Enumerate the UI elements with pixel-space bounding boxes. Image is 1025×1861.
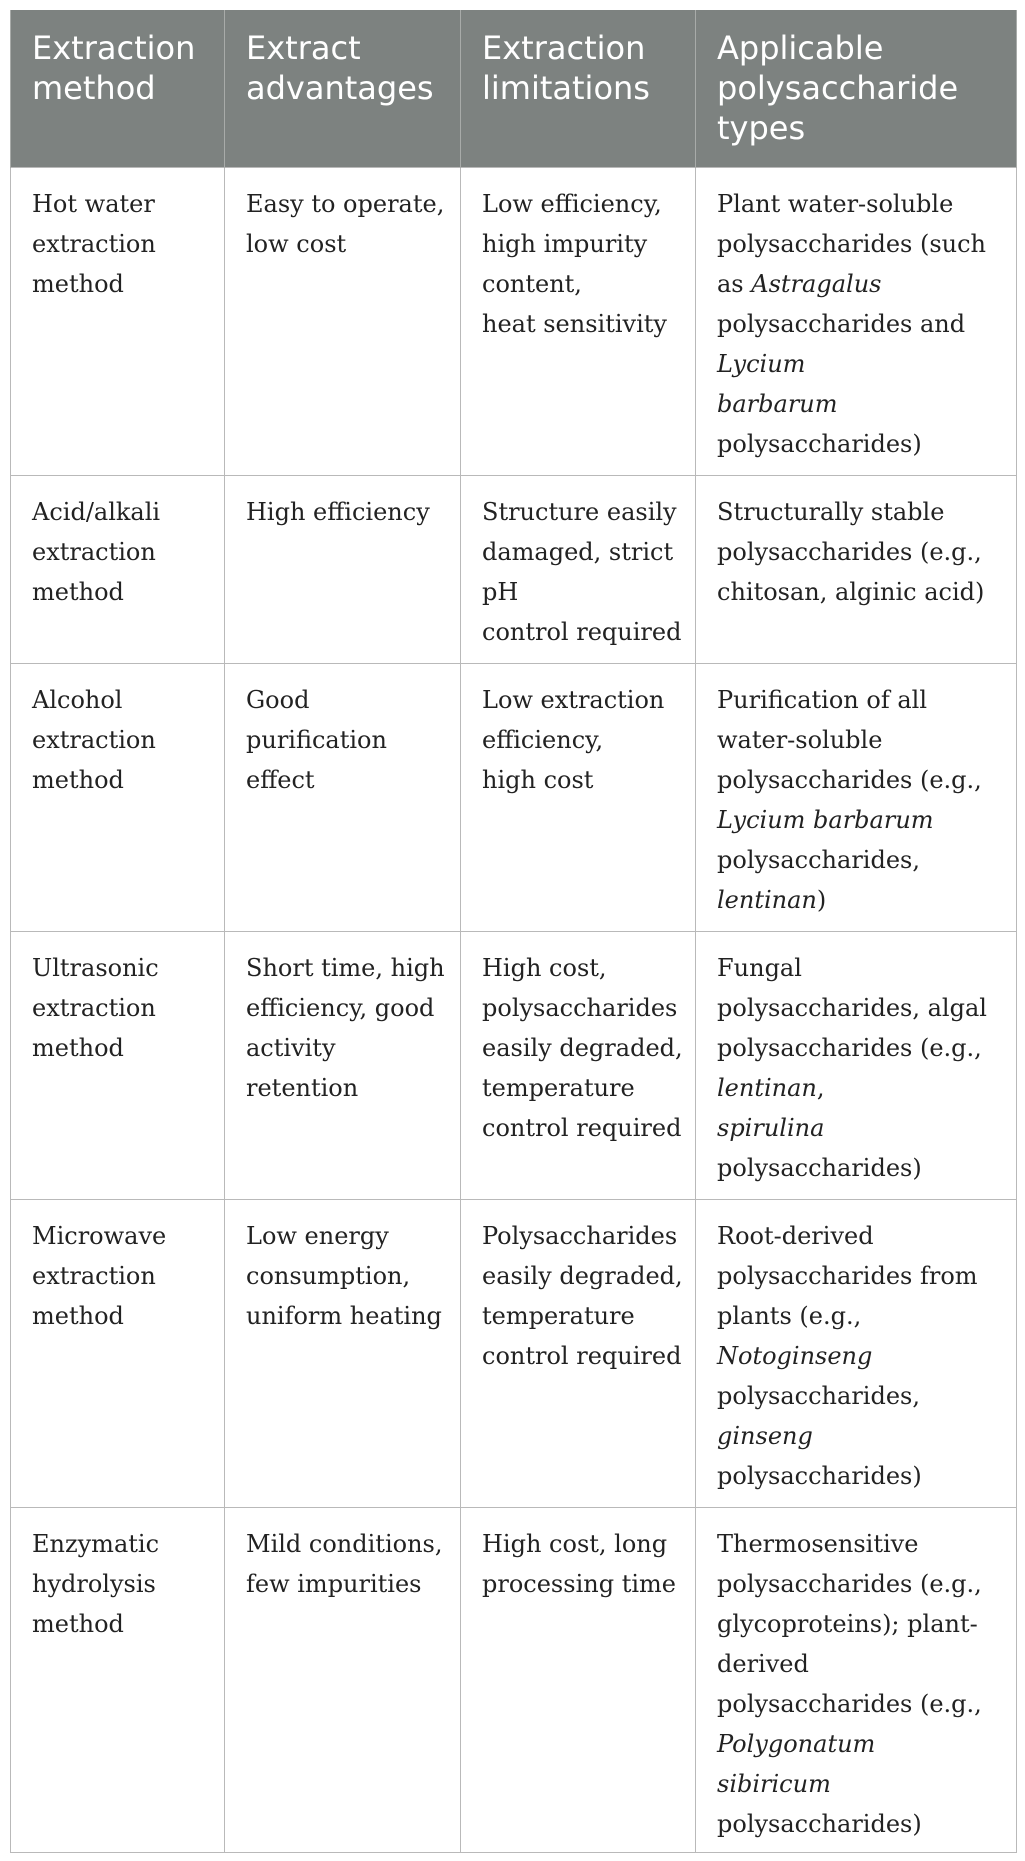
species-name: sibiricum xyxy=(717,1769,831,1798)
cell-line: plants (e.g., xyxy=(717,1301,862,1330)
cell-line: Ultrasonic xyxy=(32,953,159,982)
cell-line: Hot water xyxy=(32,189,155,218)
table-row xyxy=(11,931,1017,1199)
species-name: Lycium xyxy=(717,349,806,378)
table-row xyxy=(11,475,1017,663)
species-name: Lycium barbarum xyxy=(717,805,934,834)
cell-line: chitosan, alginic acid) xyxy=(717,577,985,606)
method-cell xyxy=(11,1199,225,1507)
cell-line: efficiency, xyxy=(482,725,604,754)
cell-text: , xyxy=(816,1073,825,1102)
method-cell xyxy=(11,1507,225,1852)
limitations-cell xyxy=(461,663,696,931)
header-extraction-limitations xyxy=(461,10,696,167)
cell-line: Mild conditions, xyxy=(246,1529,443,1558)
cell-line: Structurally stable xyxy=(717,497,945,526)
cell-line: few impurities xyxy=(246,1569,422,1598)
method-cell xyxy=(11,663,225,931)
types-cell xyxy=(696,931,1017,1199)
cell-line: consumption, xyxy=(246,1261,411,1290)
cell-line: Thermosensitive xyxy=(717,1529,919,1558)
limitations-cell xyxy=(461,1199,696,1507)
cell-line: polysaccharides (e.g., xyxy=(717,1033,982,1062)
species-name: Astragalus xyxy=(751,269,882,298)
cell-line: Fungal xyxy=(717,953,802,982)
cell-line: easily degraded, xyxy=(482,1033,683,1062)
header-applicable-types xyxy=(696,10,1017,167)
cell-line: Polysaccharides xyxy=(482,1221,678,1250)
cell-line: polysaccharides (such xyxy=(717,229,987,258)
cell-line: temperature xyxy=(482,1301,635,1330)
cell-line: polysaccharides (e.g., xyxy=(717,765,982,794)
species-name: lentinan xyxy=(717,885,817,914)
cell-line: Good xyxy=(246,685,310,714)
advantages-cell xyxy=(225,931,461,1199)
cell-line: polysaccharides, algal xyxy=(717,993,987,1022)
advantages-cell xyxy=(225,167,461,475)
cell-line: extraction xyxy=(32,1261,156,1290)
table-row xyxy=(11,663,1017,931)
cell-line: content, xyxy=(482,269,582,298)
header-text: polysaccharide xyxy=(717,69,959,107)
cell-line: method xyxy=(32,1301,124,1330)
cell-line: easily degraded, xyxy=(482,1261,683,1290)
cell-line xyxy=(717,880,1002,920)
advantages-cell xyxy=(225,663,461,931)
advantages-cell xyxy=(225,1199,461,1507)
header-text: Extract xyxy=(246,29,361,67)
cell-line: efficiency, good xyxy=(246,993,435,1022)
method-cell xyxy=(11,931,225,1199)
cell-line: polysaccharides (e.g., xyxy=(717,1689,982,1718)
species-name: Notoginseng xyxy=(717,1341,873,1370)
cell-line: water-soluble xyxy=(717,725,883,754)
advantages-cell xyxy=(225,475,461,663)
table-row xyxy=(11,1199,1017,1507)
extraction-methods-table xyxy=(10,10,1017,1853)
cell-line xyxy=(717,264,1002,304)
table-header xyxy=(11,10,1017,167)
types-cell xyxy=(696,1199,1017,1507)
cell-line xyxy=(717,1068,1002,1108)
cell-line: Purification of all xyxy=(717,685,927,714)
types-cell xyxy=(696,167,1017,475)
table-row xyxy=(11,1507,1017,1852)
cell-line: glycoproteins); plant- xyxy=(717,1609,978,1638)
cell-line: Plant water-soluble xyxy=(717,189,954,218)
cell-line: polysaccharides) xyxy=(717,429,922,458)
types-cell xyxy=(696,475,1017,663)
cell-line: purification xyxy=(246,725,387,754)
species-name: lentinan xyxy=(717,1073,817,1102)
method-cell xyxy=(11,167,225,475)
cell-line: polysaccharides) xyxy=(717,1461,922,1490)
cell-line: heat sensitivity xyxy=(482,309,667,338)
cell-line: low cost xyxy=(246,229,347,258)
species-name: Polygonatum xyxy=(717,1729,876,1758)
species-name: barbarum xyxy=(717,389,838,418)
cell-line: polysaccharides (e.g., xyxy=(717,1569,982,1598)
table-row xyxy=(11,167,1017,475)
cell-line: polysaccharides, xyxy=(717,1381,920,1410)
cell-line: method xyxy=(32,765,124,794)
cell-line: control required xyxy=(482,617,682,646)
header-text: limitations xyxy=(482,69,650,107)
cell-line: Easy to operate, xyxy=(246,189,445,218)
cell-line: extraction xyxy=(32,229,156,258)
cell-line: Root-derived xyxy=(717,1221,874,1250)
header-row xyxy=(11,10,1017,167)
cell-line: uniform heating xyxy=(246,1301,442,1330)
cell-line: polysaccharides) xyxy=(717,1809,922,1838)
cell-text: as xyxy=(717,269,752,298)
cell-line: method xyxy=(32,1609,124,1638)
cell-line: Alcohol xyxy=(32,685,123,714)
cell-line: Structure easily xyxy=(482,497,677,526)
species-name: ginseng xyxy=(717,1421,813,1450)
species-name: spirulina xyxy=(717,1113,825,1142)
cell-line: derived xyxy=(717,1649,809,1678)
cell-line: effect xyxy=(246,765,315,794)
cell-line: Low extraction xyxy=(482,685,665,714)
cell-line: Microwave xyxy=(32,1221,167,1250)
limitations-cell xyxy=(461,931,696,1199)
cell-line: polysaccharides xyxy=(482,993,678,1022)
cell-text: ) xyxy=(816,885,827,914)
cell-line: processing time xyxy=(482,1569,676,1598)
cell-line: Low efficiency, xyxy=(482,189,662,218)
cell-line: polysaccharides (e.g., xyxy=(717,537,982,566)
advantages-cell xyxy=(225,1507,461,1852)
cell-line: activity xyxy=(246,1033,336,1062)
method-cell xyxy=(11,475,225,663)
header-text: types xyxy=(717,109,806,147)
cell-line: hydrolysis xyxy=(32,1569,156,1598)
header-text: advantages xyxy=(246,69,434,107)
header-text: Applicable xyxy=(717,29,884,67)
cell-line: damaged, strict xyxy=(482,537,674,566)
cell-line: polysaccharides and xyxy=(717,309,966,338)
cell-line: high cost xyxy=(482,765,594,794)
header-extraction-method xyxy=(11,10,225,167)
cell-line: Acid/alkali xyxy=(32,497,161,526)
header-extract-advantages xyxy=(225,10,461,167)
cell-line: extraction xyxy=(32,725,156,754)
cell-line: method xyxy=(32,577,124,606)
cell-line: polysaccharides) xyxy=(717,1153,922,1182)
limitations-cell xyxy=(461,167,696,475)
cell-line: method xyxy=(32,1033,124,1062)
cell-line: polysaccharides from xyxy=(717,1261,978,1290)
cell-line: pH xyxy=(482,577,519,606)
cell-line: temperature xyxy=(482,1073,635,1102)
header-text: Extraction xyxy=(482,29,646,67)
header-text: Extraction xyxy=(32,29,196,67)
limitations-cell xyxy=(461,475,696,663)
cell-line: method xyxy=(32,269,124,298)
types-cell xyxy=(696,1507,1017,1852)
cell-line: high impurity xyxy=(482,229,648,258)
header-text: method xyxy=(32,69,156,107)
types-cell xyxy=(696,663,1017,931)
cell-line: High efficiency xyxy=(246,497,430,526)
cell-line: Enzymatic xyxy=(32,1529,160,1558)
cell-line: retention xyxy=(246,1073,359,1102)
cell-line: extraction xyxy=(32,537,156,566)
cell-line: High cost, long xyxy=(482,1529,668,1558)
table-body xyxy=(11,167,1017,1852)
cell-line: control required xyxy=(482,1113,682,1142)
cell-line: High cost, xyxy=(482,953,607,982)
cell-line: extraction xyxy=(32,993,156,1022)
cell-line: Short time, high xyxy=(246,953,445,982)
cell-line: control required xyxy=(482,1341,682,1370)
limitations-cell xyxy=(461,1507,696,1852)
cell-line: polysaccharides, xyxy=(717,845,920,874)
cell-line: Low energy xyxy=(246,1221,389,1250)
